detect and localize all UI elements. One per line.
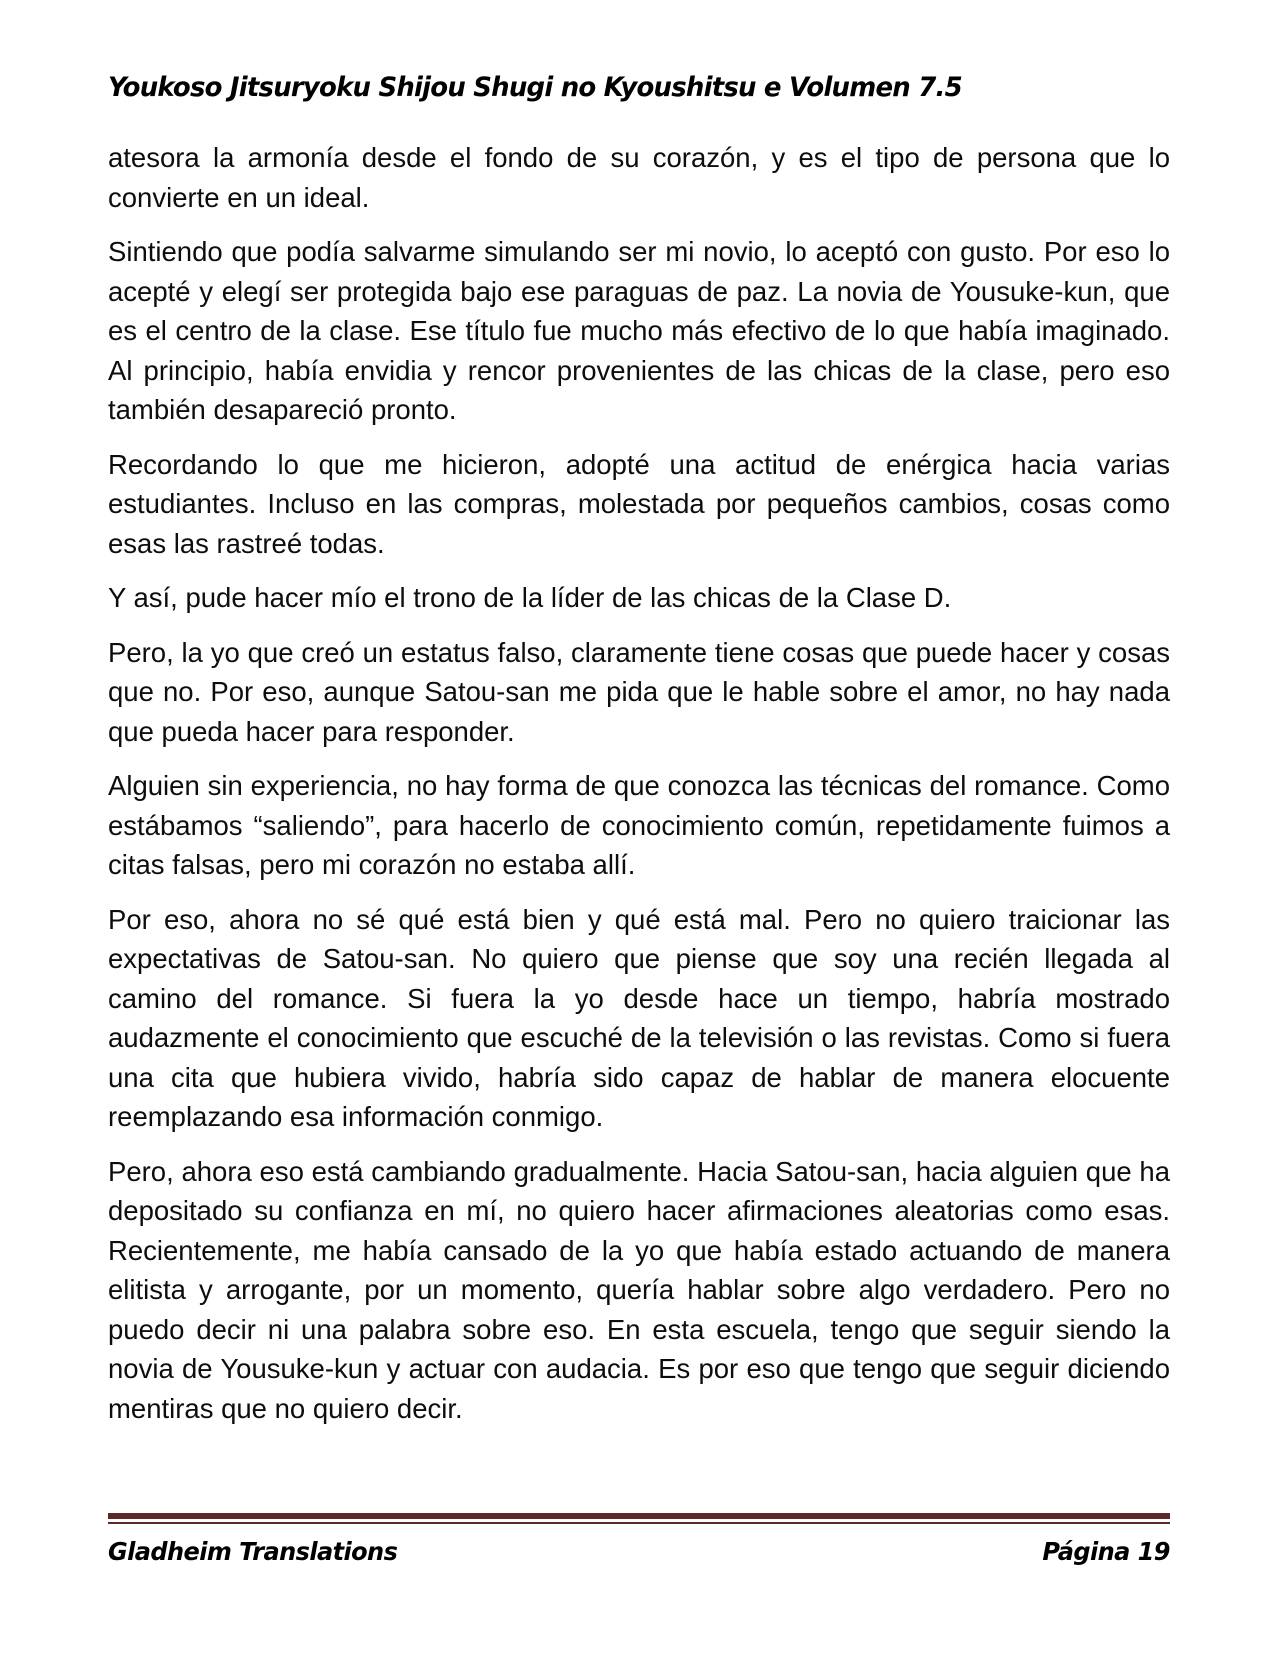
footer-translator-credit: Gladheim Translations xyxy=(108,1537,398,1566)
paragraph: Y así, pude hacer mío el trono de la líder de las chicas de la Clase D. xyxy=(108,582,952,613)
paragraph: Pero, la yo que creó un estatus falso, claramente tiene cosas que puede hacer y cosas que no. Por eso, aunque Satou-san me pida que le hable sobre el amor, no hay nada que pueda hacer para responder. xyxy=(108,636,1170,747)
footer-divider xyxy=(108,1513,1170,1524)
paragraph: atesora la armonía desde el fondo de su corazón, y es el tipo de persona que lo convierte en un ideal. xyxy=(108,142,1170,213)
footer-page-number: Página 19 xyxy=(1042,1537,1170,1566)
page-header xyxy=(108,72,1170,103)
paragraph: Por eso, ahora no sé qué está bien y qué está mal. Pero no quiero traicionar las expectativas de Satou-san. No quiero que piense que soy una recién llegada al camino del romance. Si fuera la yo desde hace un tiempo, habría mostrado audazmente el conocimiento que escuché de la televisión o las revistas. Como si fuera una cita que hubiera vivido, habría sido capaz de hablar de manera elocuente reemplazando esa información conmigo. xyxy=(108,903,1170,1132)
paragraph: Sintiendo que podía salvarme simulando ser mi novio, lo aceptó con gusto. Por eso lo acepté y elegí ser protegida bajo ese paraguas de paz. La novia de Yousuke-kun, que es el centro de la clase. Ese título fue mucho más efectivo de lo que había imaginado. Al principio, había envidia y rencor provenientes de las chicas de la clase, pero eso también desapareció pronto. xyxy=(108,236,1170,425)
page-footer xyxy=(108,1513,1170,1566)
paragraph: Recordando lo que me hicieron, adopté una actitud de enérgica hacia varias estudiantes. Incluso en las compras, molestada por pequeños cambios, cosas como esas las rastreé todas. xyxy=(108,448,1170,559)
body-text xyxy=(108,138,1170,1443)
paragraph: Pero, ahora eso está cambiando gradualmente. Hacia Satou-san, hacia alguien que ha depositado su confianza en mí, no quiero hacer afirmaciones aleatorias como esas. Recientemente, me había cansado de la yo que había estado actuando de manera elitista y arrogante, por un momento, quería hablar sobre algo verdadero. Pero no puedo decir ni una palabra sobre eso. En esta escuela, tengo que seguir siendo la novia de Yousuke-kun y actuar con audacia. Es por eso que tengo que seguir diciendo mentiras que no quiero decir. xyxy=(108,1155,1170,1424)
paragraph: Alguien sin experiencia, no hay forma de que conozca las técnicas del romance. Como estábamos “saliendo”, para hacerlo de conocimiento común, repetidamente fuimos a citas falsas, pero mi corazón no estaba allí. xyxy=(108,770,1170,880)
header-title: Youkoso Jitsuryoku Shijou Shugi no Kyoushitsu e Volumen 7.5 xyxy=(108,72,962,103)
